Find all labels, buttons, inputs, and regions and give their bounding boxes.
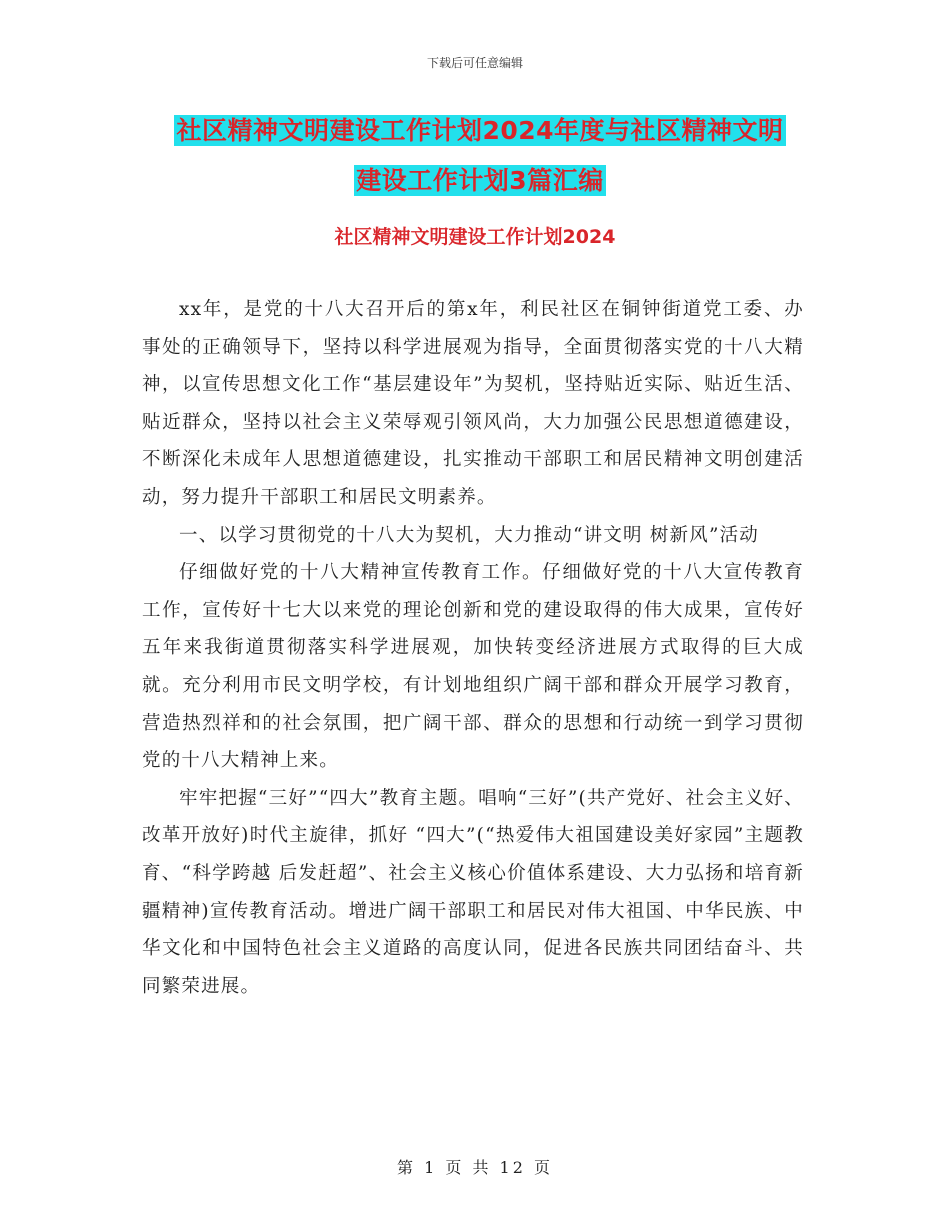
paragraph-publicity: 仔细做好党的十八大精神宣传教育工作。仔细做好党的十八大宣传教育工作，宣传好十七大以来党的理论创新和党的建设取得的伟大成果，宣传好五年来我街道贯彻落实科学进展观，加快转变经济进展方式取得的巨大成就。充分利用市民文明学校，有计划地组织广阔干部和群众开展学习教育，营造热烈祥和的社会氛围，把广阔干部、群众的思想和行动统一到学习贯彻党的十八大精神上来。: [142, 562, 804, 772]
paragraph-intro: xx年，是党的十八大召开后的第x年，利民社区在铜钟街道党工委、办事处的正确领导下，坚持以科学进展观为指导，全面贯彻落实党的十八大精神，以宣传思想文化工作“基层建设年”为契机，坚持贴近实际、贴近生活、贴近群众，坚持以社会主义荣辱观引领风尚，大力加强公民思想道德建设，不断深化未成年人思想道德建设，扎实推动干部职工和居民精神文明创建活动，努力提升干部职工和居民文明素养。: [142, 299, 804, 508]
document-title-line-1: 社区精神文明建设工作计划2024年度与社区精神文明: [176, 116, 784, 145]
paragraph-heading-1: 一、以学习贯彻党的十八大为契机，大力推动“讲文明 树新风”活动: [179, 524, 759, 546]
document-title: [140, 106, 820, 206]
paragraph-themes: 牢牢把握“三好”“四大”教育主题。唱响“三好”(共产党好、社会主义好、改革开放好)时代主旋律，抓好 “四大”(“热爱伟大祖国建设美好家园”主题教育、“科学跨越 后发赶超”、社会主义核心价值体系建设、大力弘扬和培育新疆精神)宣传教育活动。增进广阔干部职工和居民对伟大祖国、中华民族、中华文化和中国特色社会主义道路的高度认同，促进各民族共同团结奋斗、共同繁荣进展。: [142, 787, 804, 997]
document-title-line-2: 建设工作计划3篇汇编: [356, 166, 604, 195]
header-note: 下载后可任意编辑: [426, 56, 523, 70]
page-footer: 第 1 页 共 12 页: [397, 1158, 553, 1177]
body-text: [142, 291, 804, 1005]
section-title: 社区精神文明建设工作计划2024: [334, 226, 616, 248]
